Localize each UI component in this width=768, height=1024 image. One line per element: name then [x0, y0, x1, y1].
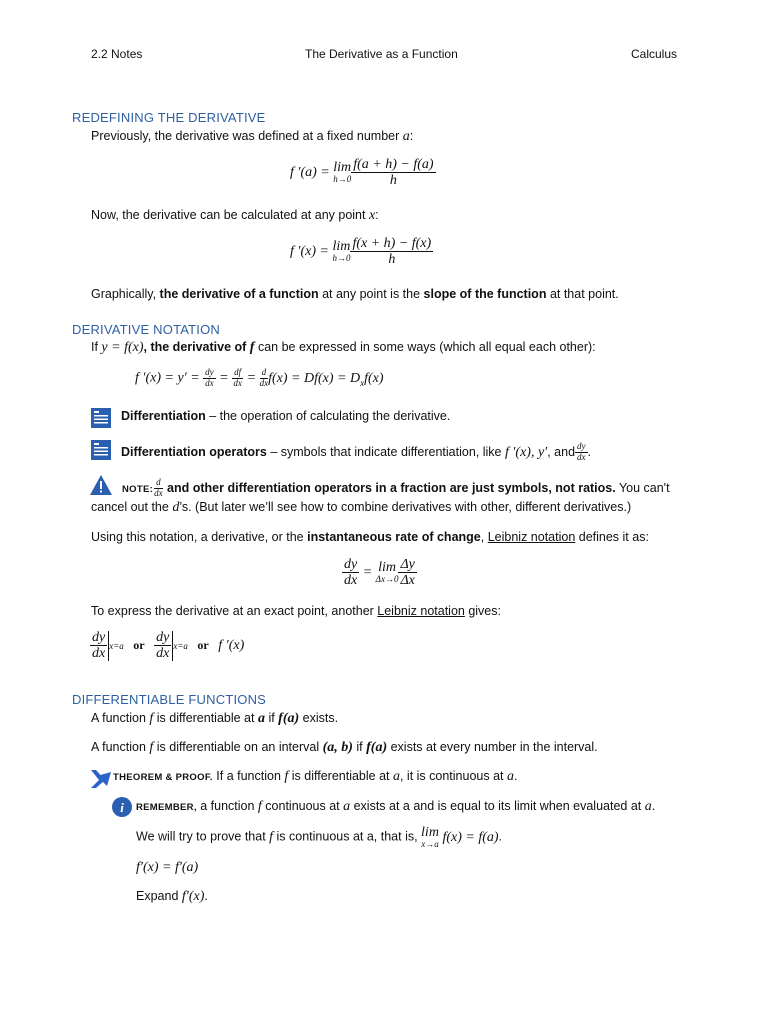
formula-derivative-at-x: f ′(x) = lim h→0 $\frac{f(x + h) - f(x)}{h}$ [290, 236, 432, 268]
text-prove: We will try to prove that f is continuous at a, that is, lim x→a f(x) = f(a). [136, 825, 503, 849]
warning-icon [90, 475, 112, 495]
info-icon [112, 797, 132, 817]
note-text-line2: cancel out the d’s. (But later we’ll see how to combine derivatives with other, different derivatives.) [91, 500, 632, 515]
text-differentiable-at-a: A function f is differentiable at a if f(a) exists. [91, 711, 339, 726]
formula-leibniz-limit: $\frac{dy}{dx}$ = lim Δx→0 $\frac{\Delta y}{\Delta x}$ [344, 557, 415, 589]
theorem-arrow-icon [91, 768, 111, 788]
definition-differentiation-operators: Differentiation operators – symbols that indicate differentiation, like f ′(x), y′, and $\frac{dy}{dx}$ . [121, 441, 592, 462]
text-express-derivative: To express the derivative at an exact point, another Leibniz notation gives: [91, 604, 501, 618]
proof-step-1: f′(x) = f′(a) [136, 860, 199, 875]
definition-icon [91, 440, 111, 460]
formula-derivative-at-a: f ′(a) = lim h→0 $\frac{f(a + h) - f(a)}{h}$ [290, 157, 434, 189]
text-differentiable-interval: A function f is differentiable on an interval (a, b) if f(a) exists at every number in the interval. [91, 740, 598, 755]
header-title: The Derivative as a Function [305, 47, 458, 61]
text-graphically: Graphically, the derivative of a function at any point is the slope of the function at that point. [91, 287, 619, 301]
definition-differentiation: Differentiation – the operation of calculating the derivative. [121, 409, 451, 423]
definition-icon [91, 408, 111, 428]
text-using-notation: Using this notation, a derivative, or the instantaneous rate of change, Leibniz notation defines it as: [91, 530, 649, 544]
text-previously: Previously, the derivative was defined at a fixed number a: [91, 129, 414, 144]
proof-step-2: Expand f′(x). [136, 889, 208, 904]
header-left: 2.2 Notes [91, 47, 143, 61]
svg-text:i: i [120, 800, 124, 815]
formula-leibniz-at-point: $\frac{dy}{dx}$ x=a or $\frac{dy}{dx}$ x=a or f ′(x) [92, 630, 245, 662]
section-heading-redefining: REDEFINING THE DERIVATIVE [72, 110, 266, 125]
text-notation-intro: If y = f(x), the derivative of f can be expressed in some ways (which all equal each other): [91, 340, 596, 355]
remember-text: REMEMBER, a function f continuous at a exists at a and is equal to its limit when evaluated at a. [136, 799, 656, 814]
theorem-text: THEOREM & PROOF. If a function f is differentiable at a, it is continuous at a. [113, 769, 518, 784]
formula-notation-chain: f ′(x) = y′ = $\frac{dy}{dx}$ = $\frac{df}{dx}$ = $\frac{d}{dx}$ $f(x) = Df(x) = D_xf(x)$ [135, 367, 384, 388]
section-heading-differentiable: DIFFERENTIABLE FUNCTIONS [72, 692, 267, 707]
header-right: Calculus [631, 47, 678, 61]
section-heading-notation: DERIVATIVE NOTATION [72, 322, 221, 337]
text-now: Now, the derivative can be calculated at any point x: [91, 208, 379, 223]
note-text: NOTE: $\frac{d}{dx}$ and other differentiation operators in a fraction are just symbols, not ratios. You can't [122, 477, 670, 498]
